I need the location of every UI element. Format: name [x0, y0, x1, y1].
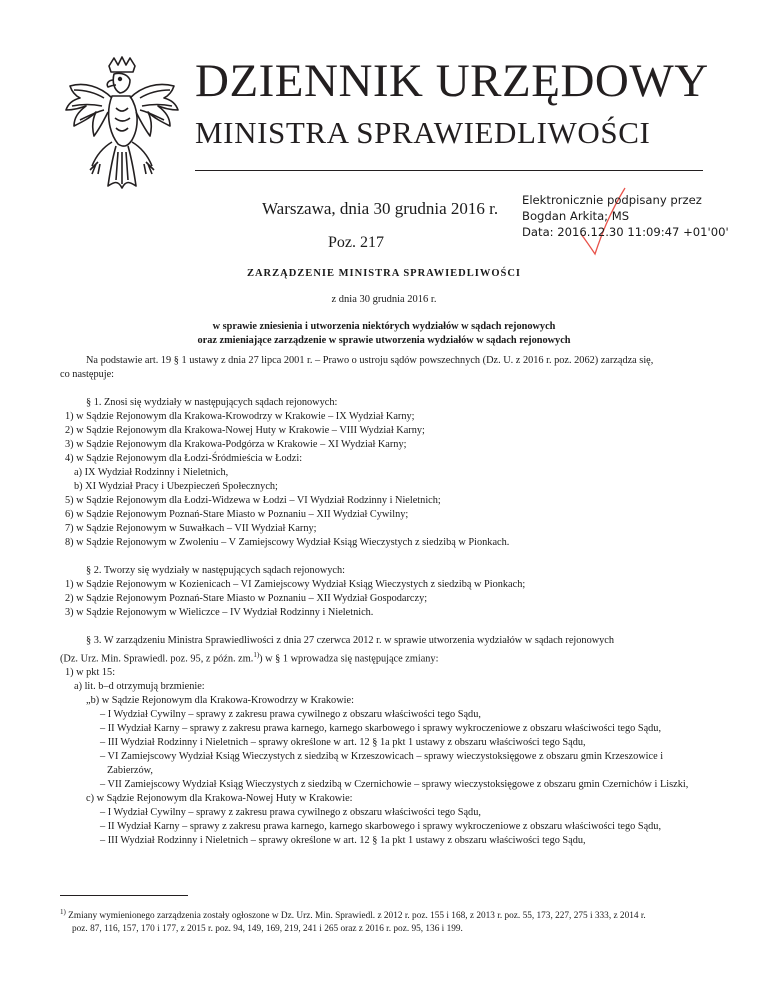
footnote-reference: 1) [253, 651, 260, 659]
list-item: 3) w Sądzie Rejonowym w Wieliczce – IV Wydział Rodzinny i Nieletnich. [65, 607, 374, 618]
document-body [60, 354, 710, 848]
preamble-line-2: co następuje: [60, 369, 115, 380]
section-1-intro: § 1. Znosi się wydziały w następujących sądach rejonowych: [86, 397, 338, 408]
list-item: – VI Zamiejscowy Wydział Ksiąg Wieczystych z siedzibą w Krzeszowicach – sprawy wieczystoksięgowe z obszaru gmin Krzeszowice i Zabierzów, [100, 751, 664, 777]
list-item: – I Wydział Cywilny – sprawy z zakresu prawa cywilnego z obszaru właściwości tego Sądu, [100, 807, 481, 819]
electronic-signature [522, 192, 729, 240]
place-and-date: Warszawa, dnia 30 grudnia 2016 r. [262, 199, 499, 218]
list-item: b) XI Wydział Pracy i Ubezpieczeń Społecznych; [74, 481, 278, 492]
list-item: – I Wydział Cywilny – sprawy z zakresu prawa cywilnego z obszaru właściwości tego Sądu, [100, 709, 481, 721]
polish-white-eagle-icon [62, 56, 182, 194]
list-item: a) IX Wydział Rodzinny i Nieletnich, [74, 467, 229, 478]
list-item: 4) w Sądzie Rejonowym dla Łodzi-Śródmieścia w Łodzi: [65, 453, 303, 464]
subject-line-1: w sprawie zniesienia i utworzenia niektórych wydziałów w sądach rejonowych [212, 321, 556, 332]
signature-line-1: Elektronicznie podpisany przez [522, 193, 702, 207]
list-item: 3) w Sądzie Rejonowym dla Krakowa-Podgórza w Krakowie – XI Wydział Karny; [65, 439, 407, 450]
list-item: 1) w Sądzie Rejonowym dla Krakowa-Krowodrzy w Krakowie – IX Wydział Karny; [65, 411, 415, 422]
position-number: Poz. 217 [328, 234, 384, 251]
document-subject [0, 320, 768, 348]
list-item: 8) w Sądzie Rejonowym w Zwoleniu – V Zamiejscowy Wydział Ksiąg Wieczystych z siedzibą w Pionkach. [65, 537, 510, 548]
list-item: 1) w Sądzie Rejonowym w Kozienicach – VI Zamiejscowy Wydział Ksiąg Wieczystych z siedzibą w Pionkach; [65, 579, 526, 590]
quoted-letter-c: c) w Sądzie Rejonowym dla Krakowa-Nowej Huty w Krakowie: [86, 793, 353, 805]
list-item: – VII Zamiejscowy Wydział Ksiąg Wieczystych z siedzibą w Czernichowie – sprawy wieczystoksięgowe z obszaru gmin Czernichów i Liszki, [100, 779, 689, 791]
list-item: 6) w Sądzie Rejonowym Poznań-Stare Miasto w Poznaniu – XII Wydział Cywilny; [65, 509, 409, 520]
signature-line-2: Bogdan Arkita; MS [522, 209, 630, 223]
journal-title: DZIENNIK URZĘDOWY [195, 55, 709, 107]
list-item: – II Wydział Karny – sprawy z zakresu prawa karnego, karnego skarbowego i sprawy wykroczeniowe z obszaru właściwości tego Sądu, [100, 723, 662, 735]
subject-line-2: oraz zmieniające zarządzenie w sprawie utworzenia wydziałów w sądach rejonowych [197, 335, 571, 346]
footnote-line-2: poz. 87, 116, 157, 170 i 177, z 2015 r. poz. 94, 149, 169, 219, 241 i 265 oraz z 2016 r. poz. 95, 136 i 199. [72, 924, 463, 934]
section-3-intro-line-1: § 3. W zarządzeniu Ministra Sprawiedliwości z dnia 27 czerwca 2012 r. w sprawie utworzenia wydziałów w sądach rejonowych [86, 635, 615, 646]
section-2-intro: § 2. Tworzy się wydziały w następujących sądach rejonowych: [86, 565, 346, 576]
preamble-line-1: Na podstawie art. 19 § 1 ustawy z dnia 27 lipca 2001 r. – Prawo o ustroju sądów powszechnych (Dz. U. z 2016 r. poz. 2062) zarządza się, [86, 355, 654, 366]
footnote-mark: 1) [60, 907, 66, 916]
intro-text-cont: ) w § 1 wprowadza się następujące zmiany: [259, 653, 439, 665]
list-item: 7) w Sądzie Rejonowym w Suwałkach – VII Wydział Karny; [65, 523, 317, 534]
footnote-line-1 [60, 907, 710, 923]
section-3-intro-line-2 [60, 648, 710, 666]
footnote [60, 907, 710, 936]
list-item: – II Wydział Karny – sprawy z zakresu prawa karnego, karnego skarbowego i sprawy wykroczeniowe z obszaru właściwości tego Sądu, [100, 821, 662, 833]
list-item: – III Wydział Rodzinny i Nieletnich – sprawy określone w art. 12 § 1a pkt 1 ustawy z obszaru właściwości tego Sądu, [100, 737, 586, 749]
list-item: 2) w Sądzie Rejonowym dla Krakowa-Nowej Huty w Krakowie – VIII Wydział Karny; [65, 425, 425, 436]
journal-subtitle: MINISTRA SPRAWIEDLIWOŚCI [195, 115, 651, 150]
amendment-point: 1) w pkt 15: [65, 667, 116, 679]
list-item: – III Wydział Rodzinny i Nieletnich – sprawy określone w art. 12 § 1a pkt 1 ustawy z obszaru właściwości tego Sądu, [100, 835, 586, 847]
document-heading: ZARZĄDZENIE MINISTRA SPRAWIEDLIWOŚCI [246, 268, 522, 279]
masthead-divider [195, 170, 703, 171]
list-item: 2) w Sądzie Rejonowym Poznań-Stare Miasto w Poznaniu – XII Wydział Gospodarczy; [65, 593, 428, 604]
signature-line-3: Data: 2016.12.30 11:09:47 +01'00' [522, 225, 729, 239]
list-item: 5) w Sądzie Rejonowym dla Łodzi-Widzewa w Łodzi – VI Wydział Rodzinny i Nieletnich; [65, 495, 441, 506]
quoted-letter-b: „b) w Sądzie Rejonowym dla Krakowa-Krowodrzy w Krakowie: [86, 695, 354, 707]
footnote-divider [60, 895, 188, 896]
amendment-letter: a) lit. b–d otrzymują brzmienie: [74, 681, 205, 693]
footnote-text: Zmiany wymienionego zarządzenia zostały ogłoszone w Dz. Urz. Min. Sprawiedl. z 2012 r. poz. 155 i 168, z 2013 r. poz. 55, 173, 227, 275 i 333, z 2014 r. [68, 911, 646, 921]
document-date: z dnia 30 grudnia 2016 r. [331, 294, 437, 305]
intro-text: (Dz. Urz. Min. Sprawiedl. poz. 95, z późn. zm. [60, 653, 254, 665]
